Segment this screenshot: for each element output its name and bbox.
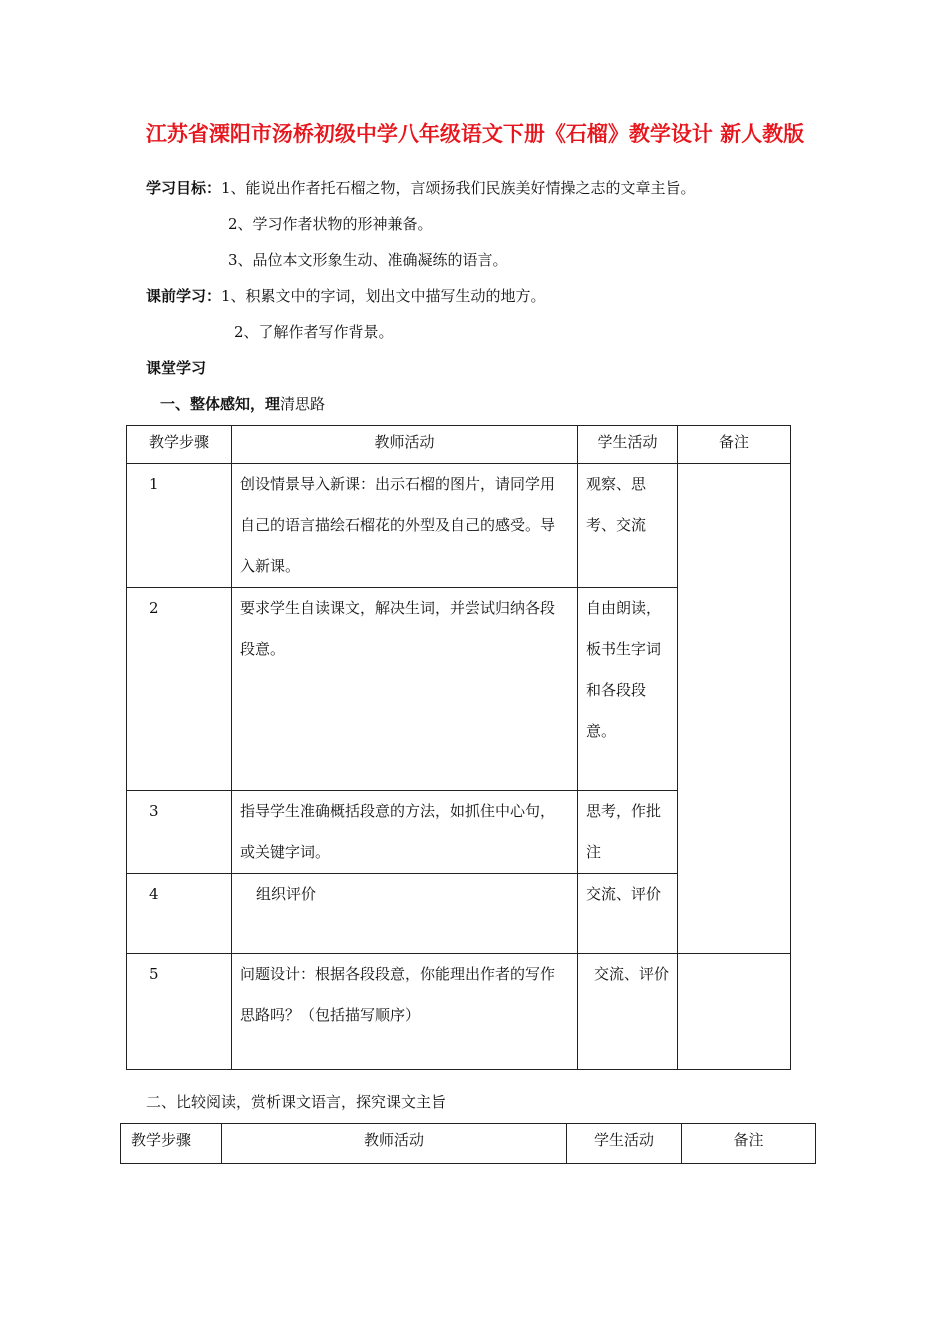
- preclass-line-1: [146, 286, 546, 306]
- teacher-activity: 指导学生准确概括段意的方法，如抓住中心句，或关键字词。: [232, 791, 578, 874]
- section1-heading-rest: 清思路: [280, 395, 326, 413]
- student-activity: 思考，作批注: [578, 791, 678, 874]
- objectives-label: 学习目标：: [146, 179, 222, 197]
- classroom-heading: 课堂学习: [146, 359, 207, 377]
- student-activity: 交流、评价: [578, 874, 678, 954]
- comparison-table: [120, 1123, 816, 1164]
- table-header-row: [127, 426, 791, 464]
- teacher-activity: 组织评价: [232, 874, 578, 954]
- document-title: 江苏省溧阳市汤桥初级中学八年级语文下册《石榴》教学设计 新人教版: [145, 122, 805, 146]
- section1-heading: [160, 394, 325, 414]
- header-step: 教学步骤: [121, 1124, 222, 1164]
- header-teacher: 教师活动: [232, 426, 578, 464]
- header-teacher: 教师活动: [222, 1124, 567, 1164]
- teacher-activity: 要求学生自读课文，解决生词，并尝试归纳各段段意。: [232, 588, 578, 791]
- notes-cell: [678, 954, 791, 1070]
- table-row: [127, 954, 791, 1070]
- objective-item-1: 1、能说出作者托石榴之物，言颂扬我们民族美好情操之志的文章主旨。: [221, 179, 696, 197]
- overview-table: [126, 425, 791, 1070]
- section1-heading-bold: 一、整体感知，理: [160, 395, 281, 413]
- notes-cell: [678, 464, 791, 954]
- preclass-label: 课前学习：: [146, 287, 222, 305]
- objectives-line-1: [146, 178, 696, 198]
- student-activity: 观察、思考、交流: [578, 464, 678, 588]
- header-student: 学生活动: [578, 426, 678, 464]
- step-number: 2: [127, 588, 232, 791]
- step-number: 4: [127, 874, 232, 954]
- teacher-activity: 创设情景导入新课：出示石榴的图片，请同学用自己的语言描绘石榴花的外型及自己的感受。导入新课。: [232, 464, 578, 588]
- step-number: 1: [127, 464, 232, 588]
- step-number: 5: [127, 954, 232, 1070]
- step-number: 3: [127, 791, 232, 874]
- header-step: 教学步骤: [127, 426, 232, 464]
- header-student: 学生活动: [567, 1124, 682, 1164]
- student-activity: 自由朗读，板书生字词和各段段意。: [578, 588, 678, 791]
- table-row: [127, 464, 791, 588]
- objective-item-2: 2、学习作者状物的形神兼备。: [228, 215, 433, 233]
- section2-heading: 二、比较阅读，赏析课文语言，探究课文主旨: [146, 1093, 447, 1111]
- preclass-item-1: 1、积累文中的字词，划出文中描写生动的地方。: [221, 287, 546, 305]
- table-header-row: [121, 1124, 816, 1164]
- header-notes: 备注: [678, 426, 791, 464]
- header-notes: 备注: [682, 1124, 816, 1164]
- student-activity: 交流、评价: [578, 954, 678, 1070]
- objective-item-3: 3、品位本文形象生动、准确凝练的语言。: [228, 251, 508, 269]
- teacher-activity: 问题设计：根据各段段意，你能理出作者的写作思路吗？（包括描写顺序）: [232, 954, 578, 1070]
- preclass-item-2: 2、了解作者写作背景。: [234, 323, 394, 341]
